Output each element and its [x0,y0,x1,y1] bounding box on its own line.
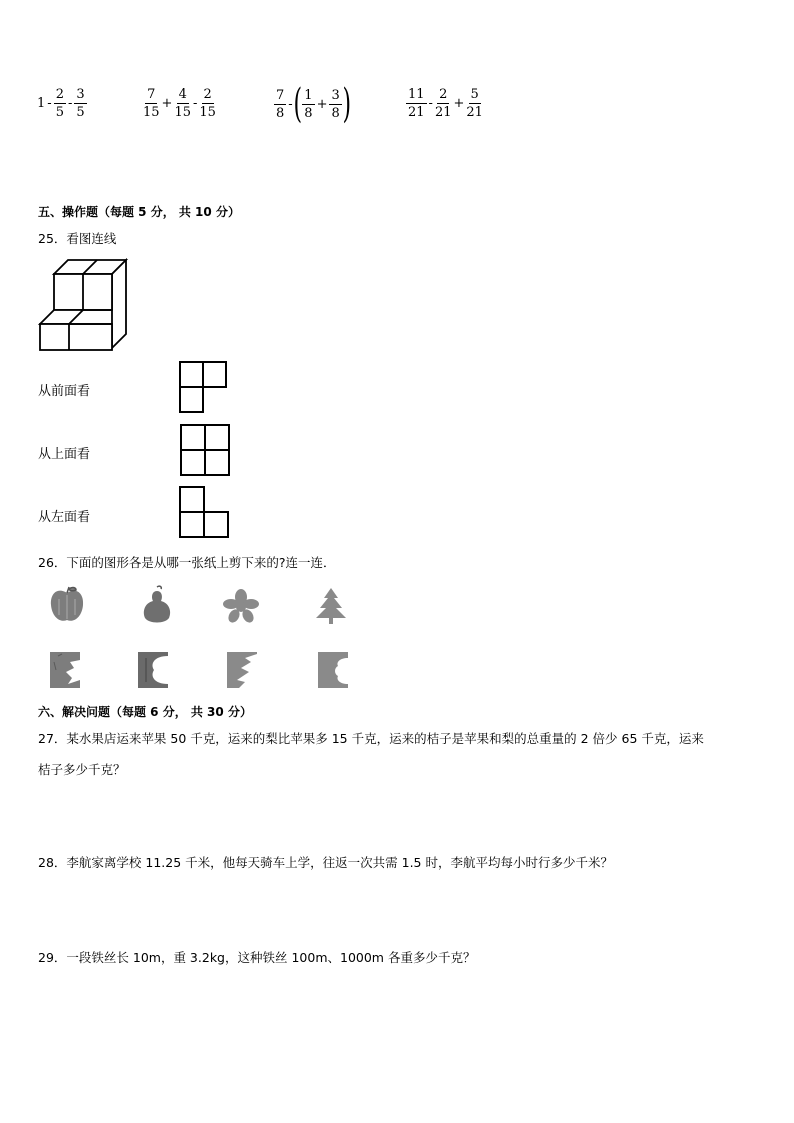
numerator: 11 [408,87,425,102]
operator: - [47,96,52,111]
operator: + [453,96,465,111]
denominator: 15 [199,105,216,120]
expression-2 [142,88,217,119]
question-28-text: 28．李航家离学校 11.25 千米，他每天骑车上学，往返一次共需 1.5 时，李航平均每小时行多少千米？ [38,855,613,870]
fraction [329,89,341,120]
fraction [466,88,483,119]
denominator: 21 [466,105,483,120]
denominator: 8 [331,105,340,121]
cut-paper-1-icon[interactable] [48,650,82,690]
view-label-left: 从左面看 [38,510,91,525]
question-29-text: 29．一段铁丝长 10m，重 3.2kg，这种铁丝 100m、1000m 各重多少千克？ [38,950,476,965]
fraction [174,88,191,119]
numerator: 2 [439,87,448,102]
numerator: 2 [203,87,212,102]
denominator: 21 [408,105,425,120]
cube-figure [38,256,134,352]
denominator: 5 [76,105,85,120]
expression-4 [405,88,484,119]
fraction [54,88,66,119]
cut-paper-4-icon[interactable] [316,650,350,690]
view-shape-left[interactable] [178,485,232,541]
fraction [406,88,427,119]
numerator: 4 [178,87,187,102]
question-26-title: 26．下面的图形各是从哪一张纸上剪下来的?连一连． [38,555,336,570]
operator: + [316,96,328,112]
denominator: 15 [174,105,191,120]
numerator: 1 [304,87,313,103]
view-label-top: 从上面看 [38,447,91,462]
cut-paper-3-icon[interactable] [225,650,259,690]
operator: - [193,96,198,111]
fraction [302,89,314,120]
fraction [274,89,286,120]
apple-shape-icon[interactable] [48,585,86,625]
cut-paper-2-icon[interactable] [136,650,170,690]
fraction [435,88,452,119]
view-label-front: 从前面看 [38,384,91,399]
section-5-title: 五、操作题（每题 5 分， 共 10 分） [38,205,240,219]
denominator: 15 [143,105,160,120]
denominator: 8 [276,105,285,121]
section-6-title: 六、解决问题（每题 6 分， 共 30 分） [38,705,252,719]
tree-shape-icon[interactable] [312,586,350,626]
numerator: 7 [276,87,285,103]
gourd-shape-icon[interactable] [140,585,174,625]
view-shape-front[interactable] [178,360,230,416]
denominator: 5 [55,105,64,120]
numerator: 7 [147,87,156,102]
operator: - [288,96,293,112]
question-27-line-2: 桔子多少千克？ [38,762,126,777]
denominator: 21 [434,105,452,120]
operator: - [67,96,73,111]
numerator: 2 [55,87,64,102]
operator: + [161,96,173,111]
fraction [199,88,216,119]
flower-shape-icon[interactable] [222,588,260,624]
question-25-title: 25．看图连线 [38,231,117,246]
operator: - [428,96,433,111]
lead-number: 1 [37,96,46,111]
numerator: 3 [76,87,85,102]
expression-1 [36,88,88,119]
fraction [143,88,160,119]
right-paren: ) [342,81,351,127]
denominator: 8 [304,105,313,121]
expression-3 [273,81,351,127]
question-27-line-1: 27．某水果店运来苹果 50 千克，运来的梨比苹果多 15 千克，运来的桔子是苹果和梨的总重量的 2 倍少 65 千克，运来 [38,731,704,746]
numerator: 5 [470,87,479,102]
fraction [74,88,86,119]
view-shape-top[interactable] [178,423,232,479]
numerator: 3 [331,87,340,103]
left-paren: ( [293,81,302,127]
